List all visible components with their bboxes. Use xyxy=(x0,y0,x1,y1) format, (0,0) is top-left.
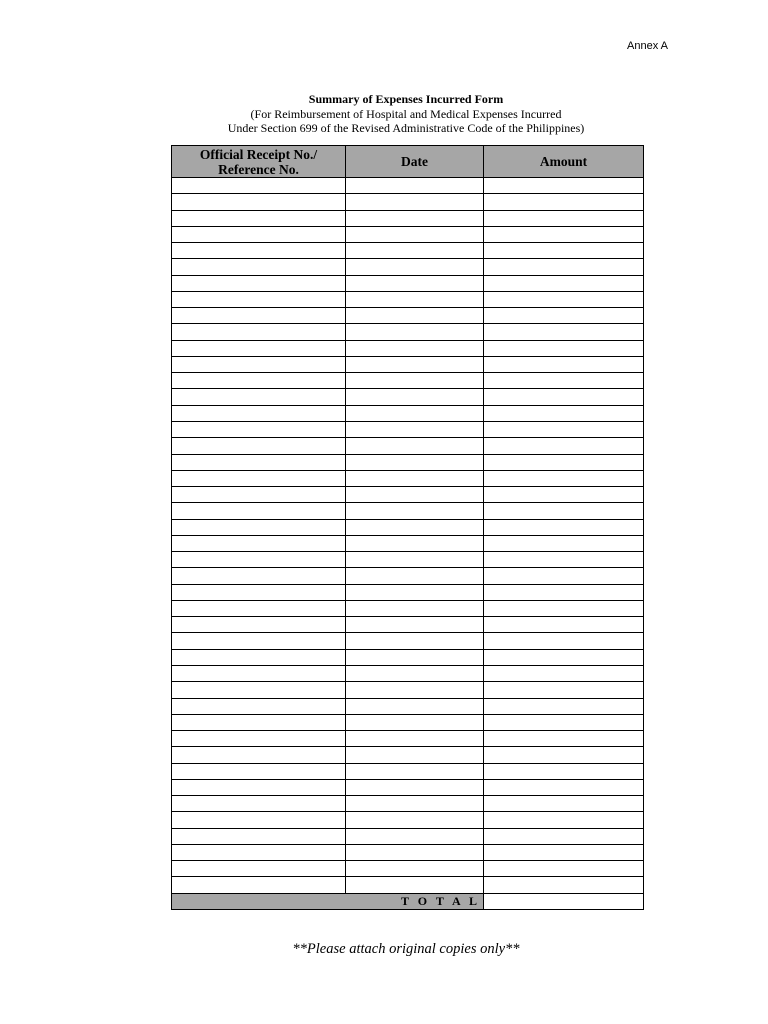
table-row xyxy=(172,389,644,405)
footer-note: **Please attach original copies only** xyxy=(292,941,520,957)
table-row xyxy=(172,454,644,470)
receipt-no-cell[interactable] xyxy=(172,600,346,616)
amount-cell[interactable] xyxy=(484,731,644,747)
receipt-no-cell[interactable] xyxy=(172,275,346,291)
table-row xyxy=(172,584,644,600)
date-cell[interactable] xyxy=(346,600,484,616)
table-row xyxy=(172,421,644,437)
table-row xyxy=(172,763,644,779)
receipt-no-cell[interactable] xyxy=(172,812,346,828)
receipt-no-cell[interactable] xyxy=(172,682,346,698)
date-cell[interactable] xyxy=(346,210,484,226)
receipt-no-cell[interactable] xyxy=(172,324,346,340)
date-cell[interactable] xyxy=(346,503,484,519)
amount-cell[interactable] xyxy=(484,259,644,275)
amount-cell[interactable] xyxy=(484,763,644,779)
receipt-no-cell[interactable] xyxy=(172,438,346,454)
amount-cell[interactable] xyxy=(484,682,644,698)
table-row xyxy=(172,779,644,795)
table-row xyxy=(172,714,644,730)
date-cell[interactable] xyxy=(346,291,484,307)
receipt-no-cell[interactable] xyxy=(172,877,346,893)
receipt-no-cell[interactable] xyxy=(172,747,346,763)
form-subtitle-line2: Under Section 699 of the Revised Administrative Code of the Philippines) xyxy=(227,121,585,135)
receipt-no-cell[interactable] xyxy=(172,552,346,568)
date-cell[interactable] xyxy=(346,649,484,665)
table-row xyxy=(172,275,644,291)
table-row xyxy=(172,665,644,681)
receipt-no-cell[interactable] xyxy=(172,470,346,486)
form-subtitle-line1: (For Reimbursement of Hospital and Medical Expenses Incurred xyxy=(250,106,562,121)
date-cell[interactable] xyxy=(346,275,484,291)
date-cell[interactable] xyxy=(346,389,484,405)
table-row xyxy=(172,210,644,226)
table-row xyxy=(172,844,644,860)
amount-cell[interactable] xyxy=(484,828,644,844)
amount-cell[interactable] xyxy=(484,421,644,437)
receipt-no-cell[interactable] xyxy=(172,535,346,551)
date-cell[interactable] xyxy=(346,356,484,372)
amount-cell[interactable] xyxy=(484,389,644,405)
annex-label: Annex A xyxy=(627,40,668,52)
header-receipt-line2: Reference No. xyxy=(218,161,299,177)
amount-cell[interactable] xyxy=(484,665,644,681)
receipt-no-cell[interactable] xyxy=(172,373,346,389)
table-row xyxy=(172,373,644,389)
amount-cell[interactable] xyxy=(484,324,644,340)
receipt-no-cell[interactable] xyxy=(172,291,346,307)
table-row xyxy=(172,340,644,356)
amount-cell[interactable] xyxy=(484,226,644,242)
date-cell[interactable] xyxy=(346,779,484,795)
amount-cell[interactable] xyxy=(484,584,644,600)
receipt-no-cell[interactable] xyxy=(172,714,346,730)
date-cell[interactable] xyxy=(346,796,484,812)
table-row xyxy=(172,405,644,421)
date-cell[interactable] xyxy=(346,763,484,779)
amount-cell[interactable] xyxy=(484,243,644,259)
receipt-no-cell[interactable] xyxy=(172,844,346,860)
amount-cell[interactable] xyxy=(484,275,644,291)
receipt-no-cell[interactable] xyxy=(172,210,346,226)
receipt-no-cell[interactable] xyxy=(172,633,346,649)
table-row xyxy=(172,633,644,649)
header-date: Date xyxy=(346,146,484,178)
receipt-no-cell[interactable] xyxy=(172,194,346,210)
date-cell[interactable] xyxy=(346,552,484,568)
receipt-no-cell[interactable] xyxy=(172,308,346,324)
date-cell[interactable] xyxy=(346,617,484,633)
table-row xyxy=(172,877,644,893)
date-cell[interactable] xyxy=(346,698,484,714)
date-cell[interactable] xyxy=(346,308,484,324)
table-row xyxy=(172,243,644,259)
amount-cell[interactable] xyxy=(484,178,644,194)
date-cell[interactable] xyxy=(346,519,484,535)
receipt-no-cell[interactable] xyxy=(172,763,346,779)
amount-cell[interactable] xyxy=(484,796,644,812)
table-row xyxy=(172,178,644,194)
date-cell[interactable] xyxy=(346,731,484,747)
table-row xyxy=(172,812,644,828)
table-row xyxy=(172,503,644,519)
amount-cell[interactable] xyxy=(484,552,644,568)
receipt-no-cell[interactable] xyxy=(172,243,346,259)
date-cell[interactable] xyxy=(346,812,484,828)
table-row xyxy=(172,519,644,535)
total-label: T O T A L xyxy=(172,893,484,909)
header-amount: Amount xyxy=(484,146,644,178)
date-cell[interactable] xyxy=(346,226,484,242)
receipt-no-cell[interactable] xyxy=(172,665,346,681)
receipt-no-cell[interactable] xyxy=(172,519,346,535)
table-row xyxy=(172,828,644,844)
amount-cell[interactable] xyxy=(484,633,644,649)
amount-cell[interactable] xyxy=(484,600,644,616)
receipt-no-cell[interactable] xyxy=(172,796,346,812)
amount-cell[interactable] xyxy=(484,617,644,633)
amount-cell[interactable] xyxy=(484,210,644,226)
receipt-no-cell[interactable] xyxy=(172,487,346,503)
table-row xyxy=(172,291,644,307)
table-row xyxy=(172,535,644,551)
table-row xyxy=(172,487,644,503)
date-cell[interactable] xyxy=(346,682,484,698)
amount-cell[interactable] xyxy=(484,747,644,763)
date-cell[interactable] xyxy=(346,584,484,600)
amount-cell[interactable] xyxy=(484,698,644,714)
receipt-no-cell[interactable] xyxy=(172,259,346,275)
table-row xyxy=(172,324,644,340)
header-receipt-line1: Official Receipt No./ xyxy=(199,146,318,162)
date-cell[interactable] xyxy=(346,487,484,503)
table-row xyxy=(172,698,644,714)
receipt-no-cell[interactable] xyxy=(172,731,346,747)
table-row xyxy=(172,649,644,665)
table-row xyxy=(172,356,644,372)
form-heading xyxy=(0,92,768,136)
table-row xyxy=(172,308,644,324)
amount-cell[interactable] xyxy=(484,356,644,372)
date-cell[interactable] xyxy=(346,747,484,763)
table-row xyxy=(172,617,644,633)
date-cell[interactable] xyxy=(346,194,484,210)
date-cell[interactable] xyxy=(346,714,484,730)
date-cell[interactable] xyxy=(346,568,484,584)
amount-cell[interactable] xyxy=(484,877,644,893)
date-cell[interactable] xyxy=(346,454,484,470)
form-title: Summary of Expenses Incurred Form xyxy=(308,92,504,106)
amount-cell[interactable] xyxy=(484,812,644,828)
total-amount-cell[interactable] xyxy=(484,893,644,909)
amount-cell[interactable] xyxy=(484,779,644,795)
receipt-no-cell[interactable] xyxy=(172,340,346,356)
date-cell[interactable] xyxy=(346,243,484,259)
date-cell[interactable] xyxy=(346,421,484,437)
table-row xyxy=(172,438,644,454)
receipt-no-cell[interactable] xyxy=(172,178,346,194)
date-cell[interactable] xyxy=(346,665,484,681)
amount-cell[interactable] xyxy=(484,454,644,470)
table-row xyxy=(172,470,644,486)
date-cell[interactable] xyxy=(346,373,484,389)
receipt-no-cell[interactable] xyxy=(172,568,346,584)
table-row xyxy=(172,796,644,812)
amount-cell[interactable] xyxy=(484,844,644,860)
table-row xyxy=(172,552,644,568)
expenses-table xyxy=(171,145,644,910)
table-row xyxy=(172,861,644,877)
date-cell[interactable] xyxy=(346,324,484,340)
table-row xyxy=(172,226,644,242)
amount-cell[interactable] xyxy=(484,373,644,389)
table-row xyxy=(172,259,644,275)
receipt-no-cell[interactable] xyxy=(172,698,346,714)
amount-cell[interactable] xyxy=(484,470,644,486)
amount-cell[interactable] xyxy=(484,194,644,210)
table-row xyxy=(172,194,644,210)
amount-cell[interactable] xyxy=(484,714,644,730)
date-cell[interactable] xyxy=(346,633,484,649)
receipt-no-cell[interactable] xyxy=(172,617,346,633)
amount-cell[interactable] xyxy=(484,861,644,877)
amount-cell[interactable] xyxy=(484,340,644,356)
receipt-no-cell[interactable] xyxy=(172,405,346,421)
receipt-no-cell[interactable] xyxy=(172,226,346,242)
date-cell[interactable] xyxy=(346,470,484,486)
date-cell[interactable] xyxy=(346,340,484,356)
date-cell[interactable] xyxy=(346,405,484,421)
amount-cell[interactable] xyxy=(484,519,644,535)
receipt-no-cell[interactable] xyxy=(172,861,346,877)
table-row xyxy=(172,747,644,763)
date-cell[interactable] xyxy=(346,438,484,454)
receipt-no-cell[interactable] xyxy=(172,584,346,600)
date-cell[interactable] xyxy=(346,861,484,877)
receipt-no-cell[interactable] xyxy=(172,356,346,372)
amount-cell[interactable] xyxy=(484,405,644,421)
receipt-no-cell[interactable] xyxy=(172,503,346,519)
receipt-no-cell[interactable] xyxy=(172,779,346,795)
amount-cell[interactable] xyxy=(484,568,644,584)
amount-cell[interactable] xyxy=(484,503,644,519)
date-cell[interactable] xyxy=(346,535,484,551)
amount-cell[interactable] xyxy=(484,291,644,307)
table-row xyxy=(172,682,644,698)
amount-cell[interactable] xyxy=(484,438,644,454)
table-row xyxy=(172,600,644,616)
header-receipt-no xyxy=(172,146,346,178)
table-row xyxy=(172,568,644,584)
table-row xyxy=(172,731,644,747)
receipt-no-cell[interactable] xyxy=(172,421,346,437)
amount-cell[interactable] xyxy=(484,535,644,551)
receipt-no-cell[interactable] xyxy=(172,649,346,665)
receipt-no-cell[interactable] xyxy=(172,389,346,405)
total-row xyxy=(172,893,644,909)
table-body xyxy=(172,178,644,894)
date-cell[interactable] xyxy=(346,828,484,844)
date-cell[interactable] xyxy=(346,178,484,194)
amount-cell[interactable] xyxy=(484,649,644,665)
amount-cell[interactable] xyxy=(484,308,644,324)
receipt-no-cell[interactable] xyxy=(172,454,346,470)
amount-cell[interactable] xyxy=(484,487,644,503)
receipt-no-cell[interactable] xyxy=(172,828,346,844)
date-cell[interactable] xyxy=(346,259,484,275)
table-header-row xyxy=(172,146,644,178)
date-cell[interactable] xyxy=(346,877,484,893)
date-cell[interactable] xyxy=(346,844,484,860)
